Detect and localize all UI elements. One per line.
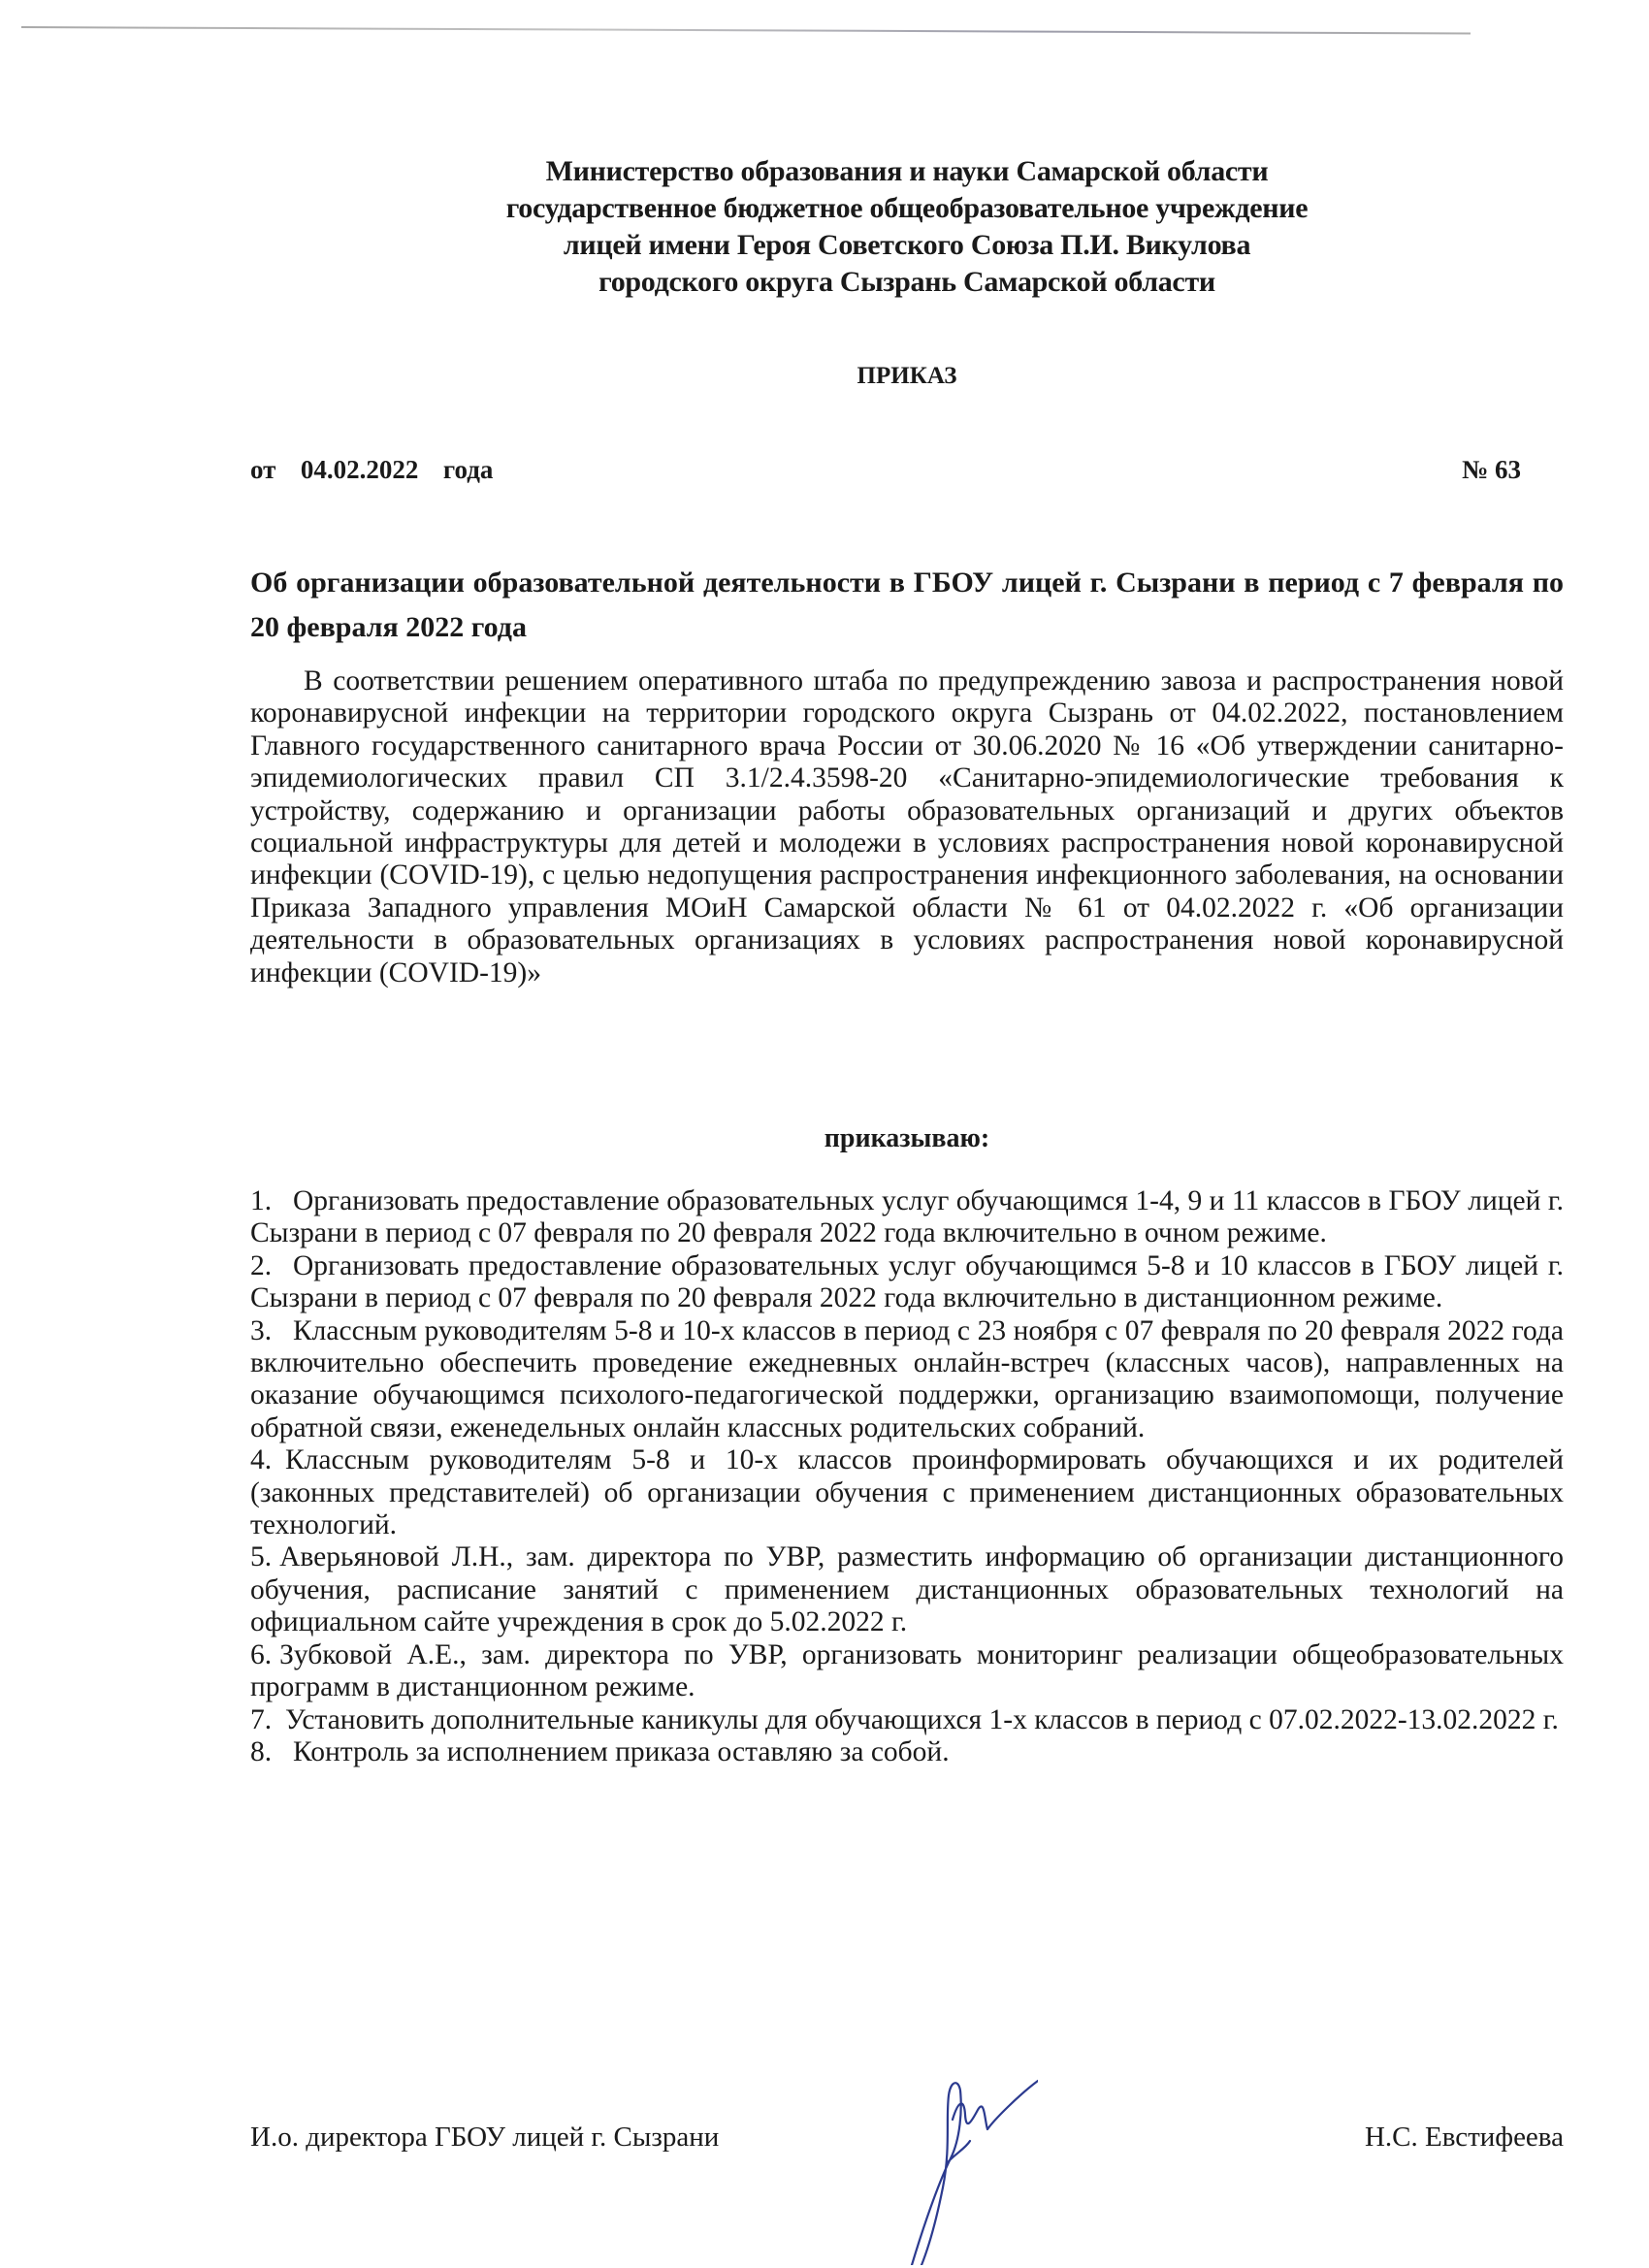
document-type: ПРИКАЗ [857, 363, 957, 389]
order-item [250, 1250, 1564, 1315]
item-text: Аверьяновой Л.Н., зам. директора по УВР, разместить информацию об организации дистанционного обучения, расписание занятий с применением дистанционных образовательных технологий на официальном сайте учреждения в срок до 5.02.2022 г. [250, 1541, 1564, 1638]
order-item [250, 1541, 1564, 1638]
handwritten-signature [902, 2071, 1038, 2265]
item-text: Установить дополнительные каникулы для обучающихся 1-х классов в период с 07.02.2022-13.02.2022 г. [285, 1703, 1559, 1735]
date-number-row [250, 454, 1521, 485]
item-number: 4. [250, 1444, 273, 1476]
scan-edge-line [21, 26, 1471, 35]
preamble-paragraph: В соответствии решением оперативного штаба по предупреждению завоза и распространения новой коронавирусной инфекции на территории городского округа Сызрань от 04.02.2022, постановлением Главного государственного санитарного врача России от 30.06.2020 № 16 «Об утверждении санитарно-эпидемиологических правил СП 3.1/2.4.3598-20 «Санитарно-эпидемиологические требования к устройству, содержанию и организации работы образовательных организаций и других объектов социальной инфраструктуры для детей и молодежи в условиях распространения новой коронавирусной инфекции (COVID-19), с целью недопущения распространения инфекционного заболевания, на основании Приказа Западного управления МОиН Самарской области № 61 от 04.02.2022 г. «Об организации деятельности в образовательных организациях в условиях распространения новой коронавирусной инфекции (COVID-19)» [250, 665, 1564, 988]
item-number: 2. [250, 1249, 273, 1281]
order-item [250, 1185, 1564, 1250]
item-text: Зубковой А.Е., зам. директора по УВР, организовать мониторинг реализации общеобразовательных программ в дистанционном режиме. [250, 1638, 1564, 1703]
decree-word: приказываю: [824, 1123, 990, 1153]
document-number: № 63 [1462, 455, 1521, 484]
order-items-list [250, 1185, 1564, 1768]
item-text: Классным руководителям 5-8 и 10-х классов проинформировать обучающихся и их родителей (законных представителей) об организации обучения с применением дистанционных образовательных технологий. [250, 1444, 1564, 1541]
signatory-name: Н.С. Евстифеева [1364, 2122, 1564, 2153]
document-title: Об организации образовательной деятельности в ГБОУ лицей г. Сызрани в период с 7 февраля по 20 февраля 2022 года [250, 567, 1564, 643]
item-text: Организовать предоставление образовательных услуг обучающимся 5-8 и 10 классов в ГБОУ лицей г. Сызрани в период с 07 февраля по 20 февраля 2022 года включительно в дистанционном режиме. [250, 1249, 1564, 1314]
header-line-institution-name: лицей имени Героя Советского Союза П.И. Викулова [563, 229, 1251, 261]
header-line-institution-type: государственное бюджетное общеобразовательное учреждение [505, 192, 1309, 224]
order-item [250, 1639, 1564, 1704]
signatory-position: И.о. директора ГБОУ лицей г. Сызрани [250, 2122, 720, 2153]
item-number: 8. [250, 1735, 273, 1767]
signature-stroke [912, 2081, 1038, 2265]
order-item [250, 1704, 1564, 1736]
item-number: 7. [250, 1703, 273, 1735]
order-item [250, 1315, 1564, 1445]
document-date: от 04.02.2022 года [250, 455, 494, 484]
item-text: Организовать предоставление образовательных услуг обучающимся 1-4, 9 и 11 классов в ГБОУ лицей г. Сызрани в период с 07 февраля по 20 февраля 2022 года включительно в очном режиме. [250, 1185, 1564, 1249]
order-item [250, 1444, 1564, 1541]
item-text: Классным руководителям 5-8 и 10-х классов в период с 23 ноября с 07 февраля по 20 февраля 2022 года включительно обеспечить проведение ежедневных онлайн-встреч (классных часов), направленных на оказание обучающимся психолого-педагогической поддержки, организацию взаимопомощи, получение обратной связи, еженедельных онлайн классных родительских собраний. [250, 1314, 1564, 1443]
order-item [250, 1736, 1564, 1768]
item-number: 1. [250, 1185, 273, 1216]
item-number: 3. [250, 1314, 273, 1346]
item-number: 5. [250, 1541, 273, 1573]
header-line-city: городского округа Сызрань Самарской области [598, 266, 1215, 298]
item-number: 6. [250, 1638, 273, 1670]
institution-header [250, 153, 1564, 301]
header-line-ministry: Министерство образования и науки Самарской области [545, 155, 1269, 187]
item-text: Контроль за исполнением приказа оставляю за собой. [293, 1735, 950, 1767]
